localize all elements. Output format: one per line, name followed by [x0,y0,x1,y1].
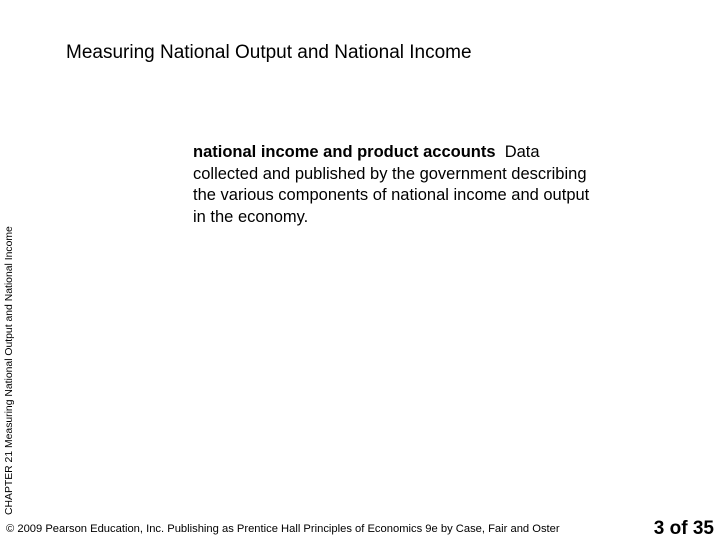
definition-term: national income and product accounts [193,143,496,161]
definition-text: Data collected and published by the government describing the various components of national income and output in the economy. [193,143,590,226]
copyright-footer: © 2009 Pearson Education, Inc. Publishing as Prentice Hall Principles of Economics 9e by Case, Fair and Oster [6,523,560,535]
slide-title: Measuring National Output and National Income [66,42,472,63]
definition-block [193,142,593,228]
page-number: 3 of 35 [653,518,714,539]
chapter-side-label: CHAPTER 21 Measuring National Output and National Income [4,226,15,515]
